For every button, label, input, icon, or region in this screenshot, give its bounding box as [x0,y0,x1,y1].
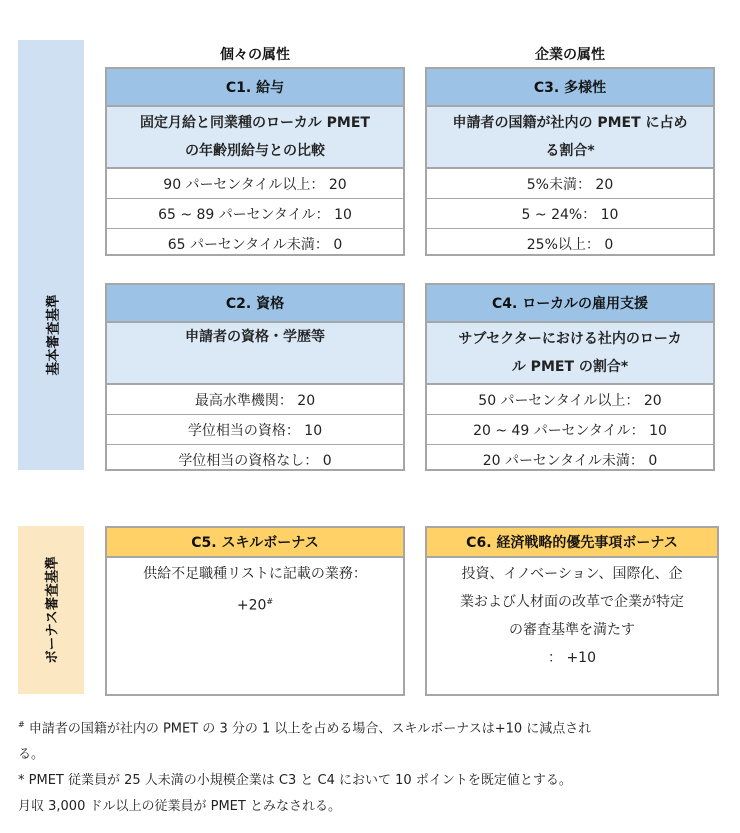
individual-attributes-header: 個々の属性 [220,47,290,63]
c6-body-line3: の審査基準を満たす [509,622,635,638]
c3-row: 25%以上： 0 [526,236,614,253]
c5-body [107,558,403,626]
c1-description-line2: の年齢別給与との比較 [185,143,325,159]
c5-title: C5. スキルボーナス [107,528,403,558]
c2-row: 学位相当の資格なし： 0 [178,452,332,469]
c6-body-line4: ： +10 [548,650,596,666]
c3-row: 5%未満： 20 [427,169,713,199]
c2-row: 学位相当の資格： 10 [107,415,403,445]
c3-description-line2: る割合* [545,143,595,159]
c3-diversity-card [425,67,715,256]
c6-title: C6. 経済戦略的優先事項ボーナス [427,528,717,558]
c2-description-text: 申請者の資格・学歴等 [185,329,325,345]
c2-title: C2. 資格 [107,285,403,323]
basic-criteria-sidebar [18,40,84,470]
c4-description-line1: サブセクターにおける社内のローカ [458,331,682,347]
footnotes [18,712,723,820]
footnote-1-line2: る。 [18,747,45,763]
c5-body-line1: 供給不足職種リストに記載の業務： [143,566,367,582]
c2-row: 最高水準機関： 20 [107,385,403,415]
c3-title: C3. 多様性 [427,69,713,107]
c4-row: 20 ~ 49 パーセンタイル： 10 [427,415,713,445]
c1-description [107,107,403,169]
c2-description [107,323,403,385]
c6-strategic-bonus-card [425,526,719,696]
bonus-criteria-sidebar [18,526,84,694]
footnote-2: * PMET 従業員が 25 人未満の小規模企業は C3 と C4 において 10 ポイントを既定値とする。 [18,773,572,789]
footnote-1-mark: # [18,720,25,729]
c6-body-line1: 投資、イノベーション、国際化、企 [461,566,683,582]
c5-body-line2 [117,588,393,620]
c4-row: 50 パーセンタイル以上： 20 [427,385,713,415]
footnote-1-line1: 申請者の国籍が社内の PMET の 3 分の 1 以上を占める場合、スキルボーナスは+10 に減点され [24,721,592,737]
footnote-3: 月収 3,000 ドル以上の従業員が PMET とみなされる。 [18,799,341,815]
c5-skills-bonus-card [105,526,405,696]
c6-body-line2: 業および人材面の改革で企業が特定 [460,594,684,610]
company-attributes-header: 企業の属性 [535,47,605,63]
c5-footnote-mark: # [266,597,274,606]
c1-title: C1. 給与 [107,69,403,107]
c2-qualifications-card [105,283,405,471]
c1-row: 65 パーセンタイル未満： 0 [167,236,343,253]
c6-body [427,558,717,678]
footnote-1 [18,712,723,742]
c1-description-line1: 固定月給と同業種のローカル PMET [140,115,370,131]
c3-description-line1: 申請者の国籍が社内の PMET に占め [452,115,688,131]
basic-criteria-label: 基本審査基準 [45,294,61,376]
c4-title: C4. ローカルの雇用支援 [427,285,713,323]
c4-description [427,323,713,385]
c1-salary-card [105,67,405,256]
c4-row: 20 パーセンタイル未満： 0 [482,452,658,469]
c1-row: 90 パーセンタイル以上： 20 [107,169,403,199]
c4-description-line2: ル PMET の割合* [511,359,629,375]
bonus-criteria-label: ボーナス審査基準 [45,556,61,664]
c5-points: +20 [236,597,267,614]
c1-row: 65 ~ 89 パーセンタイル： 10 [107,199,403,229]
c3-row: 5 ~ 24%： 10 [427,199,713,229]
c3-description [427,107,713,169]
c4-local-employment-card [425,283,715,471]
